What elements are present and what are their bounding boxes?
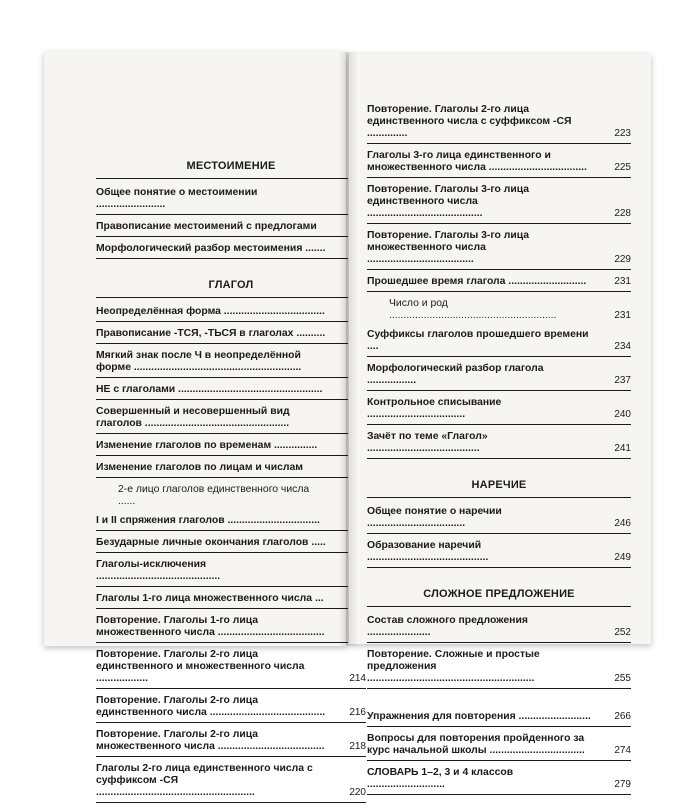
section-title: МЕСТОИМЕНИЕ xyxy=(96,160,366,179)
toc-entry-title: Упражнения для повторения ......................... xyxy=(367,711,591,722)
toc-entry-title: Безударные личные окончания глаголов ..... xyxy=(96,537,326,548)
toc-entry-title: Повторение. Сложные и простые предложения .......................................................... xyxy=(367,649,540,684)
toc-entry-title: Повторение. Глаголы 2-го лица единственного числа с суффиксом -СЯ .............. xyxy=(367,104,572,139)
toc-entry-page: 223 xyxy=(614,128,631,139)
toc-entry-page: 220 xyxy=(349,787,366,798)
toc-entry-page: 234 xyxy=(614,341,631,352)
toc-entry-title: Контрольное списывание .................................. xyxy=(367,397,502,420)
toc-entry-title: Повторение. Глаголы 2-го лица единственного числа ........................................ xyxy=(96,695,326,718)
toc-entry-title: Правописание -ТСЯ, -ТЬСЯ в глаголах .......... xyxy=(96,328,326,339)
toc-entry[interactable] xyxy=(96,438,366,456)
toc-entry-page: 228 xyxy=(614,208,631,219)
toc-entry[interactable] xyxy=(96,591,366,609)
toc-entry[interactable] xyxy=(367,296,631,325)
toc-entry-title: Повторение. Глаголы 1-го лица множественного числа ..................................... xyxy=(96,615,325,638)
toc-entry[interactable] xyxy=(367,361,631,391)
toc-entry[interactable] xyxy=(367,327,631,357)
toc-entry-title: Общее понятие о наречии .................................. xyxy=(367,506,502,529)
toc-entry-title: 2-е лицо глаголов единственного числа ...... xyxy=(118,484,310,507)
toc-entry[interactable] xyxy=(96,513,366,531)
toc-entry-title: Глаголы 2-го лица единственного числа с суффиксом -СЯ ....................................................... xyxy=(96,763,313,798)
toc-entry[interactable] xyxy=(367,731,631,761)
toc-entry[interactable] xyxy=(96,382,366,400)
toc-entry[interactable] xyxy=(367,765,631,795)
toc-entry-page: 240 xyxy=(614,409,631,420)
toc-entry-page: 229 xyxy=(614,254,631,265)
left-page xyxy=(44,52,366,798)
toc-entry[interactable] xyxy=(367,102,631,144)
section-title: ГЛАГОЛ xyxy=(96,279,366,298)
toc-entry-page: 218 xyxy=(349,741,366,752)
toc-entry-page: 246 xyxy=(614,518,631,529)
toc-entry-title: Морфологический разбор глагола ................. xyxy=(367,363,544,386)
toc-entry-title: Повторение. Глаголы 2-го лица единственного и множественного числа .................. xyxy=(96,649,305,684)
toc-entry-title: Повторение. Глаголы 3-го лица единственного числа ........................................ xyxy=(367,184,530,219)
toc-entry-page: 249 xyxy=(614,552,631,563)
toc-entry-title: Неопределённая форма ................................... xyxy=(96,306,325,317)
toc-entry[interactable] xyxy=(96,185,366,215)
toc-entry[interactable] xyxy=(96,460,366,478)
toc-entry[interactable] xyxy=(96,219,366,237)
toc-entry-title: Образование наречий .......................................... xyxy=(367,540,489,563)
toc-entry-title: I и II спряжения глаголов ................................ xyxy=(96,515,320,526)
toc-entry[interactable] xyxy=(96,348,366,378)
toc-entry[interactable] xyxy=(96,727,366,757)
left-toc xyxy=(96,160,366,807)
toc-entry[interactable] xyxy=(367,647,631,689)
toc-entry[interactable] xyxy=(367,274,631,292)
toc-entry-page: 252 xyxy=(614,627,631,638)
toc-entry[interactable] xyxy=(367,538,631,568)
toc-entry-page: 266 xyxy=(614,711,631,722)
toc-entry[interactable] xyxy=(96,761,366,803)
toc-entry[interactable] xyxy=(96,304,366,322)
toc-entry[interactable] xyxy=(367,613,631,643)
toc-entry[interactable] xyxy=(367,148,631,178)
toc-entry[interactable] xyxy=(367,429,631,459)
toc-entry-title: НЕ с глаголами .................................................. xyxy=(96,384,323,395)
toc-entry[interactable] xyxy=(367,504,631,534)
toc-entry[interactable] xyxy=(96,326,366,344)
toc-entry-title: Правописание местоимений с предлогами xyxy=(96,221,317,232)
toc-entry-title: Число и род .......................................................... xyxy=(389,298,557,321)
toc-entry[interactable] xyxy=(96,535,366,553)
book-spine xyxy=(338,52,358,646)
toc-entry-page: 241 xyxy=(614,443,631,454)
toc-entry-title: Глаголы-исключения ........................................... xyxy=(96,559,221,582)
toc-entry-title: Морфологический разбор местоимения ....... xyxy=(96,243,326,254)
toc-entry-title: Глаголы 3-го лица единственного и множественного числа .................................. xyxy=(367,150,587,173)
toc-entry[interactable] xyxy=(96,613,366,643)
toc-entry-title: Изменение глаголов по временам ............... xyxy=(96,440,318,451)
toc-entry-title: Общее понятие о местоимении ........................ xyxy=(96,187,258,210)
toc-entry-title: Совершенный и несовершенный вид глаголов .................................................. xyxy=(96,406,290,429)
toc-entry-title: Состав сложного предложения ...................... xyxy=(367,615,528,638)
toc-entry[interactable] xyxy=(367,228,631,270)
toc-entry-title: Глаголы 1-го лица множественного числа ... xyxy=(96,593,324,604)
toc-entry[interactable] xyxy=(367,182,631,224)
toc-entry-title: Повторение. Глаголы 3-го лица множественного числа ..................................... xyxy=(367,230,530,265)
section-title: НАРЕЧИЕ xyxy=(367,479,631,498)
toc-entry-title: Вопросы для повторения пройденного за курс начальной школы ................................. xyxy=(367,733,585,756)
toc-entry[interactable] xyxy=(96,404,366,434)
toc-entry[interactable] xyxy=(96,241,366,259)
toc-entry-title: Изменение глаголов по лицам и числам xyxy=(96,462,303,473)
toc-entry[interactable] xyxy=(96,482,366,511)
right-toc xyxy=(367,102,631,799)
toc-entry-page: 231 xyxy=(614,310,631,321)
toc-entry-title: Повторение. Глаголы 2-го лица множественного числа ..................................... xyxy=(96,729,325,752)
toc-entry-page: 255 xyxy=(614,673,631,684)
toc-entry-page: 274 xyxy=(614,745,631,756)
toc-entry[interactable] xyxy=(96,693,366,723)
toc-entry[interactable] xyxy=(367,709,631,727)
toc-entry-page: 214 xyxy=(349,673,366,684)
toc-entry-title: Зачёт по теме «Глагол» ....................................... xyxy=(367,431,488,454)
toc-entry-title: Суффиксы глаголов прошедшего времени .... xyxy=(367,329,589,352)
toc-entry-title: Прошедшее время глагола ........................... xyxy=(367,276,587,287)
toc-entry-page: 279 xyxy=(614,779,631,790)
toc-entry-title: СЛОВАРЬ 1–2, 3 и 4 классов ........................... xyxy=(367,767,514,790)
toc-entry-page: 231 xyxy=(614,276,631,287)
section-title: СЛОЖНОЕ ПРЕДЛОЖЕНИЕ xyxy=(367,588,631,607)
toc-entry-page: 216 xyxy=(349,707,366,718)
toc-entry-title: Мягкий знак после Ч в неопределённой форме .......................................................... xyxy=(96,350,302,373)
toc-entry-page: 225 xyxy=(614,162,631,173)
toc-entry[interactable] xyxy=(96,557,366,587)
toc-entry[interactable] xyxy=(96,647,366,689)
toc-entry[interactable] xyxy=(367,395,631,425)
toc-entry-page: 237 xyxy=(614,375,631,386)
